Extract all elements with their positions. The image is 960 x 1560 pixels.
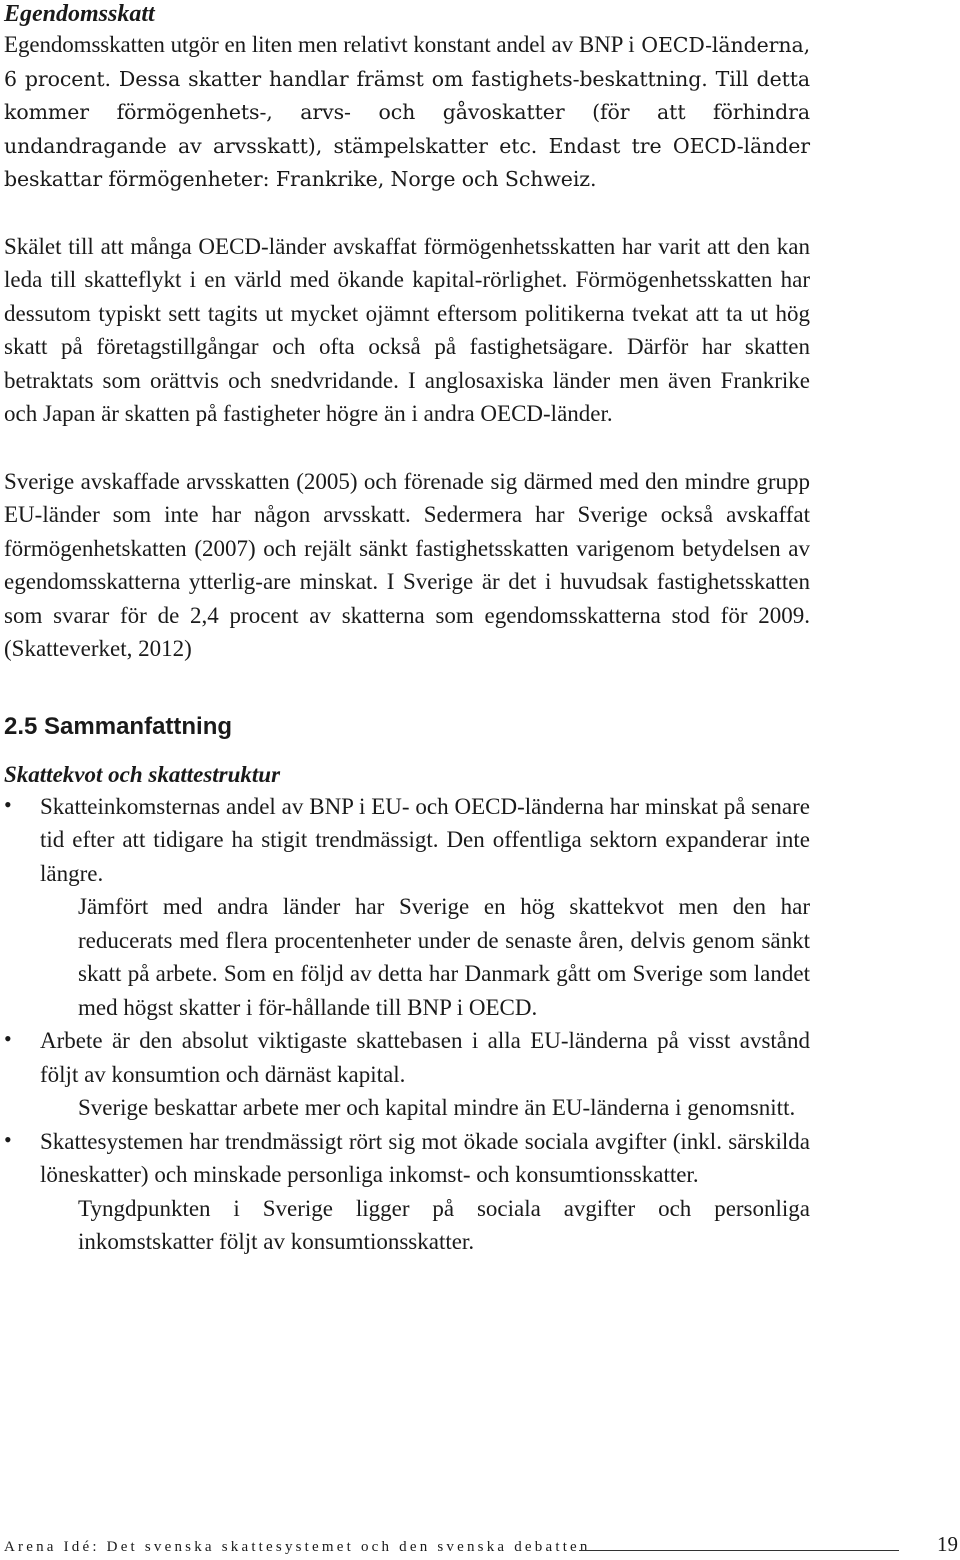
bullet-text: Skatteinkomsternas andel av BNP i EU- och OECD-länderna har minskat på senare tid efter att tidigare ha stigit trendmässigt. Den offentliga sektorn expanderar inte längre. xyxy=(40,793,810,886)
list-item xyxy=(4,1125,810,1259)
section-heading-sammanfattning: 2.5 Sammanfattning xyxy=(4,712,233,740)
bullet-text: Skattesystemen har trendmässigt rört sig mot ökade sociala avgifter (inkl. särskilda löneskatter) och minskade personliga inkomst- och konsumtionsskatter. xyxy=(40,1128,810,1187)
page-number: 19 xyxy=(937,1532,958,1556)
bullet-detail: Tyngdpunkten i Sverige ligger på sociala avgifter och personliga inkomstskatter följt av konsumtionsskatter. xyxy=(78,1195,810,1254)
bullet-text: Arbete är den absolut viktigaste skattebasen i alla EU-länderna på visst avstånd följt av konsumtion och därnäst kapital. xyxy=(40,1028,810,1087)
bullet-item-2 xyxy=(4,1024,810,1091)
summary-list xyxy=(4,790,810,1259)
paragraph-formogenhetsskatt: Skälet till att många OECD-länder avskaffat förmögenhetsskatten har varit att den kan leda till skatteflykt i en värld med ökande kapital-rörlighet. Förmögenhetsskatten har dessutom typiskt sett tagits ut mycket ojämnt eftersom politikerna tvekat att ta ut hög skatt på företagstillgångar och ofta också på fastighetsägare. Därför har skatten betraktats som orättvis och snedvridande. I anglosaxiska länder men även Frankrike och Japan är skatten på fastigheter högre än i andra OECD-länder. xyxy=(4,233,810,426)
lead-sentence: Egendomsskatten utgör en liten men relativt konstant andel av BNP i xyxy=(4,32,635,57)
bullet-icon: • xyxy=(4,1126,12,1152)
subheading-skattekvot: Skattekvot och skattestruktur xyxy=(4,761,281,787)
list-item xyxy=(4,790,810,1025)
bullet-icon: • xyxy=(4,1026,12,1051)
bullet-icon: • xyxy=(4,791,12,817)
bullet-item-1 xyxy=(4,790,810,891)
bullet-item-3 xyxy=(4,1125,810,1192)
paragraph-egendomsskatt xyxy=(4,28,810,197)
footer-document-title: Det svenska skattesystemet och den svenska debatten xyxy=(106,1539,591,1555)
bullet-detail: Jämfört med andra länder har Sverige en hög skattekvot men den har reducerats med flera procentenheter under de senaste åren, delvis genom sänkt skatt på arbete. Som en följd av detta har Danmark gått om Sverige som landet med högst skatter i för-hållande till BNP i OECD. xyxy=(78,894,810,1020)
page-footer xyxy=(4,1532,960,1560)
footer-title xyxy=(4,1539,591,1556)
document-page xyxy=(4,0,810,1259)
section-heading-egendomsskatt: Egendomsskatt xyxy=(4,1,155,27)
list-item xyxy=(4,1024,810,1125)
footer-rule xyxy=(579,1550,899,1551)
bullet-detail: Sverige beskattar arbete mer och kapital mindre än EU-länderna i genomsnitt. xyxy=(78,1095,796,1120)
paragraph-egendomsskatt-rest: OECD-länderna, 6 procent. Dessa skatter handlar främst om fastighets-beskattning. Till detta kommer förmögenhets-, arvs- och gåvoskatter (för att förhindra undandragande av arvsskatt), stämpelskatter etc. Endast tre OECD-länder beskattar förmögenheter: Frankrike, Norge och Schweiz. xyxy=(4,33,811,191)
paragraph-sverige-arvsskatt: Sverige avskaffade arvsskatten (2005) och förenade sig därmed med den mindre grupp EU-länder som inte har någon arvsskatt. Sedermera har Sverige också avskaffat förmögenhetskatten (2007) och rejält sänkt fastighetsskatten varigenom betydelsen av egendomsskatterna ytterlig-are minskat. I Sverige är det i huvudsak fastighetsskatten som svarar för de 2,4 procent av skatterna som egendomsskatterna stod för 2009. (Skatteverket, 2012) xyxy=(4,468,810,661)
footer-brand: Arena Idé: xyxy=(4,1539,100,1555)
